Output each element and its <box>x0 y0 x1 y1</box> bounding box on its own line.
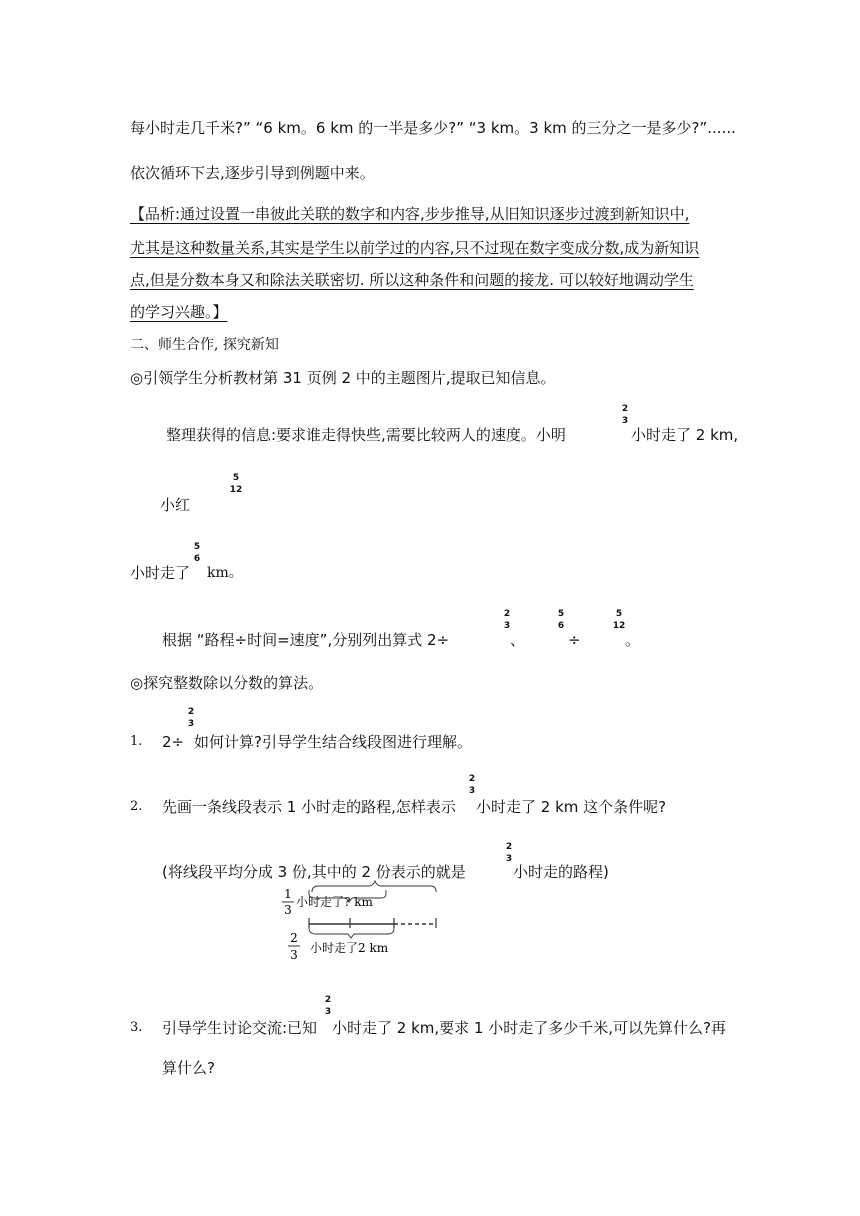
line-segment-diagram <box>276 880 446 962</box>
step1-text-end: 如何计算?引导学生结合线段图进行理解。 <box>194 733 472 751</box>
fraction-five-twelfths: 5 12 <box>612 609 626 631</box>
text-line-2: 依次循环下去,逐步引导到例题中来。 <box>130 164 375 182</box>
step2-text-end: 小时走了 2 km 这个条件呢? <box>476 798 667 816</box>
step-number: 2. <box>130 799 143 814</box>
lead-paragraph-1: ◎引领学生分析教材第 31 页例 2 中的主题图片,提取已知信息。 <box>130 369 556 387</box>
step-number: 1. <box>130 734 143 749</box>
fraction-five-sixths: 5 6 <box>557 609 565 631</box>
section-heading: 二、师生合作, 探究新知 <box>130 337 279 353</box>
fraction-two-thirds: 2 3 <box>324 995 332 1017</box>
analysis-line: 尤其是这种数量关系,其实是学生以前学过的内容,只不过现在数字变成分数,成为新知识 <box>130 239 700 257</box>
top-label: 小时走了? km <box>296 895 373 909</box>
top-brace <box>312 881 436 892</box>
bottom-fraction-numerator: 2 <box>290 931 298 945</box>
step-number: 3. <box>130 1020 143 1035</box>
step2-note: (将线段平均分成 3 份,其中的 2 份表示的就是 <box>162 863 466 881</box>
text-line-1: 每小时走几千米?” “6 km。6 km 的一半是多少?” “3 km。3 km 的三分之一是多少?”...... <box>130 119 736 137</box>
step2-note-end: 小时走的路程) <box>513 863 609 881</box>
analysis-line: 【品析:通过设置一串彼此关联的数字和内容,步步推导,从旧知识逐步过渡到新知识中, <box>130 205 690 223</box>
analysis-line: 点,但是分数本身又和除法关联密切. 所以这种条件和问题的接龙. 可以较好地调动学生 <box>130 271 694 289</box>
fraction-five-twelfths: 5 12 <box>229 473 243 495</box>
top-fraction-numerator: 1 <box>284 887 292 901</box>
fraction-two-thirds: 2 3 <box>187 707 195 729</box>
step2-text: 先画一条线段表示 1 小时走的路程,怎样表示 <box>162 798 456 816</box>
bottom-label: 小时走了2 km <box>310 941 389 955</box>
fraction-two-thirds: 2 3 <box>505 842 513 864</box>
analysis-line: 的学习兴趣。】 <box>130 303 228 321</box>
bottom-brace <box>309 928 394 938</box>
xiaohong-label: 小红 <box>160 496 191 514</box>
info-text: 整理获得的信息:要求谁走得快些,需要比较两人的速度。小明 <box>166 426 566 444</box>
bottom-fraction-denominator: 3 <box>290 948 298 962</box>
step3-text: 引导学生讨论交流:已知 <box>162 1019 318 1037</box>
fraction-five-sixths: 5 6 <box>193 542 201 564</box>
formula-separator: 、 <box>510 631 526 649</box>
step3-text-end: 算什么? <box>162 1059 215 1077</box>
fraction-two-thirds: 2 3 <box>621 404 629 426</box>
step3-text-mid: 小时走了 2 km,要求 1 小时走了多少千米,可以先算什么?再 <box>332 1019 726 1037</box>
formula-divide: ÷ <box>568 631 581 649</box>
formula-end: 。 <box>625 631 641 649</box>
info-text-end: 小时走了 2 km, <box>631 426 739 444</box>
step1-text: 2÷ <box>162 733 185 751</box>
lead-paragraph-2: ◎探究整数除以分数的算法。 <box>130 674 324 692</box>
top-fraction-denominator: 3 <box>284 903 292 917</box>
xiaohong-km: km。 <box>207 565 243 581</box>
xiaohong-walk-text: 小时走了 <box>130 564 191 582</box>
fraction-two-thirds: 2 3 <box>503 609 511 631</box>
fraction-two-thirds: 2 3 <box>468 774 476 796</box>
formula-text: 根据 “路程÷时间=速度”,分别列出算式 2÷ <box>162 631 450 649</box>
